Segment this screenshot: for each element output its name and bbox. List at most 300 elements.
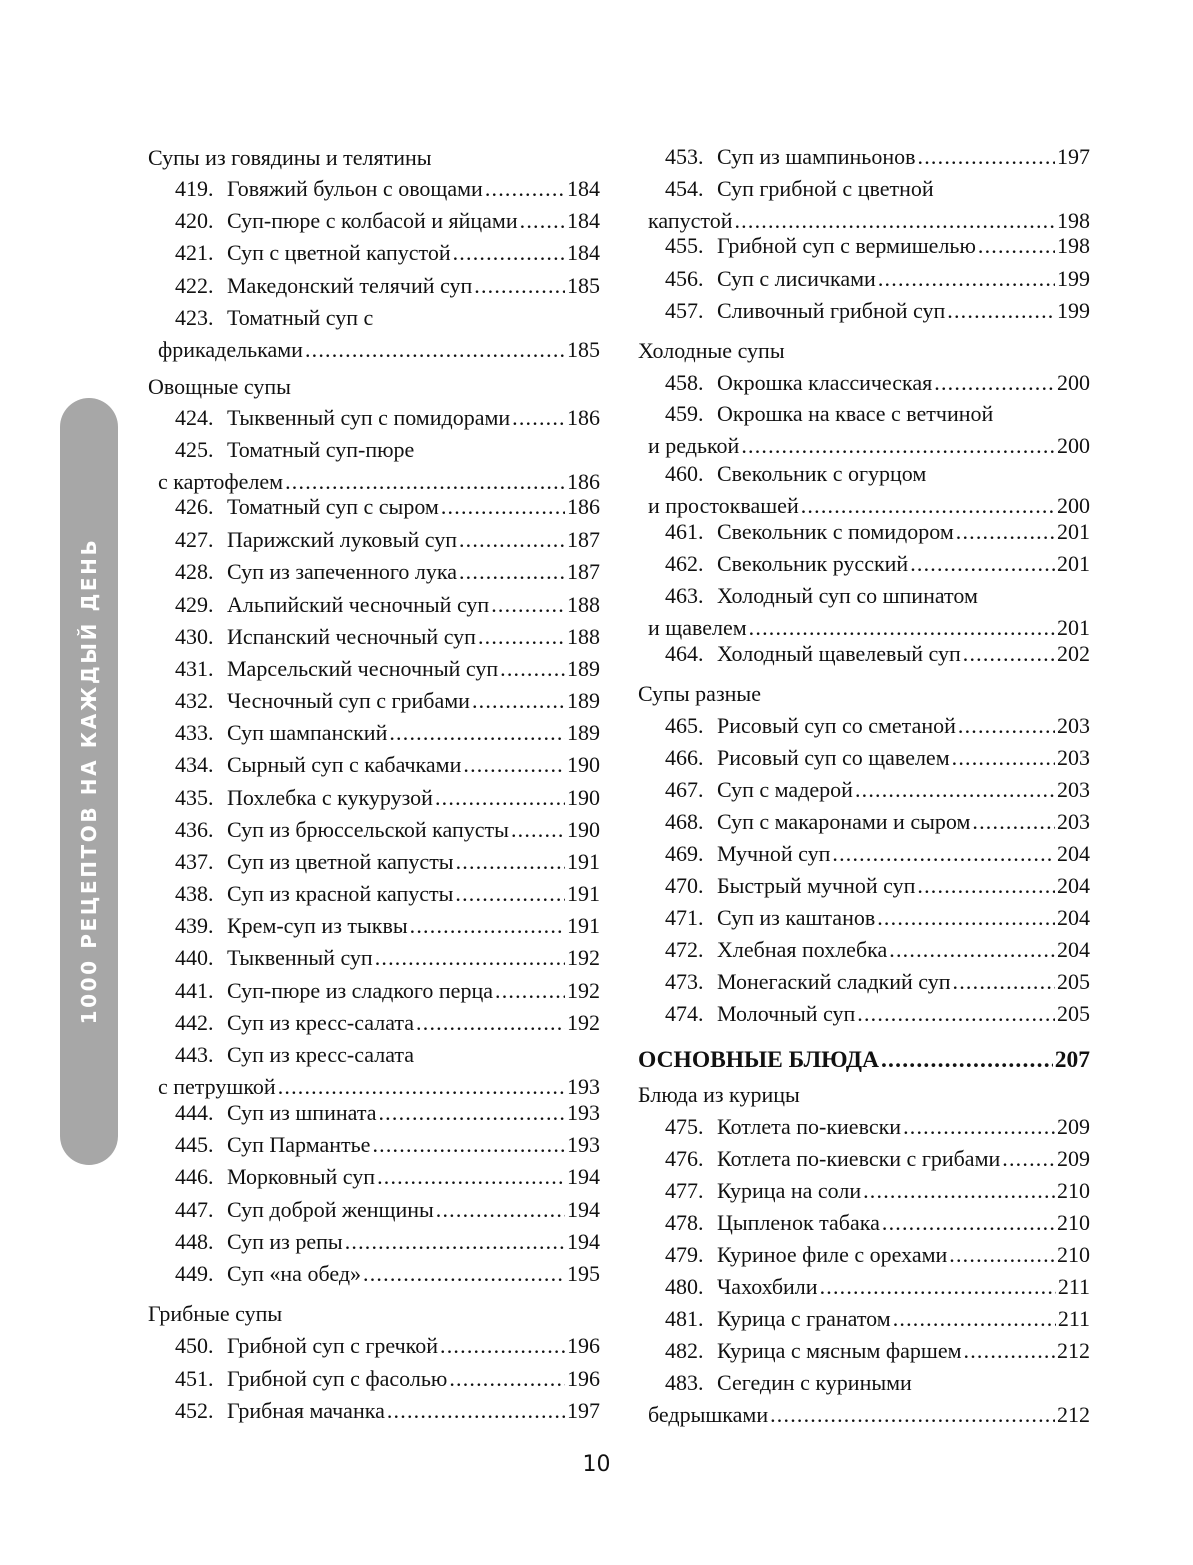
toc-entry[interactable] (638, 966, 1090, 998)
toc-entry[interactable] (148, 1395, 600, 1427)
toc-entry[interactable] (148, 1007, 600, 1039)
page-ref: 193 (567, 1100, 600, 1125)
recipe-number: 451. (175, 1366, 214, 1391)
recipe-number: 463. (665, 583, 704, 608)
toc-entry[interactable] (638, 838, 1090, 870)
toc-entry[interactable] (148, 1161, 600, 1193)
recipe-number: 440. (175, 945, 214, 970)
toc-entry[interactable] (148, 975, 600, 1007)
recipe-number: 428. (175, 559, 214, 584)
recipe-number: 444. (175, 1100, 214, 1125)
recipe-title: Окрошка классическая (717, 370, 933, 395)
toc-line (638, 902, 1090, 934)
recipe-title: Свекольник с огурцом (717, 461, 927, 486)
recipe-title: Хлебная похлебка (717, 937, 888, 962)
page-ref: 201 (1057, 615, 1090, 640)
dot-leader (978, 230, 1055, 262)
page-ref: 212 (1057, 1338, 1090, 1363)
toc-entry[interactable] (148, 402, 600, 434)
recipe-number: 420. (175, 208, 214, 233)
toc-line (148, 1007, 600, 1039)
page-ref: 194 (567, 1197, 600, 1222)
toc-line (148, 556, 600, 588)
toc-entry[interactable] (638, 998, 1090, 1030)
toc-entry[interactable] (148, 653, 600, 685)
page-ref: 207 (1054, 1047, 1090, 1073)
toc-entry[interactable] (638, 548, 1090, 580)
dot-leader (478, 621, 565, 653)
dot-leader (882, 1207, 1055, 1239)
recipe-title-continued: и щавелем (648, 615, 747, 640)
dot-leader (855, 774, 1055, 806)
page-ref: 200 (1057, 493, 1090, 518)
page-ref: 209 (1057, 1114, 1090, 1139)
toc-entry[interactable] (638, 1175, 1090, 1207)
page-ref: 185 (567, 337, 600, 362)
dot-leader (305, 334, 565, 366)
toc-entry[interactable] (638, 580, 1090, 644)
recipe-number: 464. (665, 641, 704, 666)
recipe-title: Грибной суп с фасолью (227, 1366, 448, 1391)
dot-leader (474, 270, 565, 302)
toc-line (148, 1194, 600, 1226)
dot-leader (857, 998, 1055, 1030)
toc-line (148, 621, 600, 653)
dot-leader (485, 173, 565, 205)
toc-entry[interactable] (148, 1097, 600, 1129)
toc-entry[interactable] (148, 237, 600, 269)
dot-leader (436, 1194, 565, 1226)
recipe-title: Суп доброй женщины (227, 1197, 434, 1222)
dot-leader (958, 710, 1055, 742)
toc-entry[interactable] (638, 902, 1090, 934)
recipe-title: Курица с гранатом (717, 1306, 891, 1331)
chapter-heading (638, 1044, 1090, 1076)
toc-entry[interactable] (148, 621, 600, 653)
dot-leader (455, 878, 565, 910)
recipe-number: 482. (665, 1338, 704, 1363)
recipe-number: 469. (665, 841, 704, 866)
toc-line (638, 966, 1090, 998)
toc-entry[interactable] (638, 458, 1090, 522)
recipe-title: Сырный суп с кабачками (227, 752, 462, 777)
dot-leader (372, 1129, 565, 1161)
toc-line (638, 141, 1090, 173)
toc-entry[interactable] (148, 302, 600, 366)
toc-line (148, 782, 600, 814)
recipe-title: Холодный щавелевый суп (717, 641, 961, 666)
toc-line (148, 1039, 600, 1071)
recipe-title-continued: бедрышками (648, 1402, 769, 1427)
recipe-number: 431. (175, 656, 214, 681)
page-ref: 210 (1057, 1210, 1090, 1235)
toc-entry[interactable] (638, 1335, 1090, 1367)
page-ref: 205 (1057, 969, 1090, 994)
recipe-number: 460. (665, 461, 704, 486)
recipe-title: Македонский телячий суп (227, 273, 473, 298)
dot-leader (512, 402, 565, 434)
page-ref: 203 (1057, 745, 1090, 770)
recipe-number: 434. (175, 752, 214, 777)
dot-leader (820, 1271, 1056, 1303)
recipe-title: Мучной суп (717, 841, 831, 866)
page-number: 10 (582, 1452, 611, 1477)
toc-entry[interactable] (638, 1271, 1090, 1303)
page-ref: 189 (567, 688, 600, 713)
toc-line (638, 1367, 1090, 1399)
page-ref: 198 (1057, 233, 1090, 258)
recipe-title: Крем-суп из тыквы (227, 913, 408, 938)
recipe-number: 466. (665, 745, 704, 770)
dot-leader (378, 1097, 565, 1129)
toc-line (148, 524, 600, 556)
toc-line (148, 491, 600, 523)
page-ref: 194 (567, 1164, 600, 1189)
dot-leader (389, 717, 565, 749)
toc-line (638, 638, 1090, 670)
recipe-title: Суп из запеченного лука (227, 559, 457, 584)
recipe-number: 449. (175, 1261, 214, 1286)
toc-entry[interactable] (638, 1111, 1090, 1143)
toc-entry[interactable] (148, 942, 600, 974)
toc-line (638, 263, 1090, 295)
recipe-number: 462. (665, 551, 704, 576)
recipe-title: Суп из красной капусты (227, 881, 454, 906)
toc-line (638, 398, 1090, 430)
dot-leader (363, 1258, 565, 1290)
page-ref: 193 (567, 1074, 600, 1099)
toc-entry[interactable] (148, 270, 600, 302)
toc-entry[interactable] (638, 263, 1090, 295)
recipe-title: Рисовый суп со сметаной (717, 713, 956, 738)
recipe-title: Томатный суп-пюре (227, 437, 415, 462)
toc-entry[interactable] (148, 491, 600, 523)
toc-line (638, 742, 1090, 774)
recipe-number: 443. (175, 1042, 214, 1067)
recipe-title: Суп из каштанов (717, 905, 876, 930)
side-tab-title: 1000 РЕЦЕПТОВ НА КАЖДЫЙ ДЕНЬ (77, 537, 101, 1025)
recipe-title: Тыквенный суп с помидорами (227, 405, 511, 430)
dot-leader (878, 263, 1055, 295)
page-ref: 199 (1057, 266, 1090, 291)
page-ref: 185 (567, 273, 600, 298)
toc-entry[interactable] (638, 1303, 1090, 1335)
page-ref: 184 (567, 240, 600, 265)
dot-leader (459, 524, 565, 556)
section-heading: Холодные супы (638, 338, 785, 363)
toc-entry[interactable] (638, 230, 1090, 262)
recipe-number: 427. (175, 527, 214, 552)
page-ref: 201 (1057, 519, 1090, 544)
toc-line (638, 367, 1090, 399)
toc-line-continued (638, 1399, 1090, 1431)
toc-line (148, 975, 600, 1007)
dot-leader (893, 1303, 1056, 1335)
toc-entry[interactable] (148, 685, 600, 717)
page-ref: 189 (567, 720, 600, 745)
recipe-number: 422. (175, 273, 214, 298)
recipe-number: 430. (175, 624, 214, 649)
toc-entry[interactable] (148, 782, 600, 814)
toc-entry[interactable] (638, 1367, 1090, 1431)
page-ref: 202 (1057, 641, 1090, 666)
recipe-title: Свекольник русский (717, 551, 909, 576)
recipe-number: 452. (175, 1398, 214, 1423)
page-ref: 204 (1057, 905, 1090, 930)
page-ref: 197 (1057, 144, 1090, 169)
dot-leader (495, 975, 565, 1007)
page-ref: 184 (567, 208, 600, 233)
toc-entry[interactable] (148, 749, 600, 781)
recipe-number: 461. (665, 519, 704, 544)
recipe-number: 472. (665, 937, 704, 962)
toc-entry[interactable] (638, 742, 1090, 774)
page-ref: 204 (1057, 873, 1090, 898)
toc-line (638, 458, 1090, 490)
toc-entry[interactable] (638, 367, 1090, 399)
dot-leader (918, 141, 1055, 173)
recipe-number: 433. (175, 720, 214, 745)
recipe-title: Монегаский сладкий суп (717, 969, 951, 994)
toc-entry[interactable] (148, 717, 600, 749)
toc-line (638, 1111, 1090, 1143)
recipe-title: Сливочный грибной суп (717, 298, 946, 323)
toc-entry[interactable] (638, 710, 1090, 742)
recipe-title: Тыквенный суп (227, 945, 373, 970)
toc-line (148, 1097, 600, 1129)
toc-line (148, 878, 600, 910)
toc-line (638, 934, 1090, 966)
toc-entry[interactable] (148, 524, 600, 556)
toc-entry[interactable] (638, 806, 1090, 838)
recipe-title: Котлета по-киевски с грибами (717, 1146, 1001, 1171)
toc-entry[interactable] (638, 141, 1090, 173)
dot-leader (770, 1399, 1055, 1431)
section-heading: Супы разные (638, 681, 761, 706)
dot-leader (881, 1044, 1053, 1076)
recipe-number: 447. (175, 1197, 214, 1222)
toc-entry[interactable] (148, 589, 600, 621)
recipe-number: 476. (665, 1146, 704, 1171)
toc-entry[interactable] (148, 173, 600, 205)
toc-entry[interactable] (148, 846, 600, 878)
recipe-title: Сегедин с куриными (717, 1370, 912, 1395)
recipe-title: Суп из кресс-салата (227, 1010, 415, 1035)
toc-entry[interactable] (638, 870, 1090, 902)
recipe-title: Суп из шампиньонов (717, 144, 916, 169)
recipe-title: Суп из шпината (227, 1100, 377, 1125)
recipe-title: Рисовый суп со щавелем (717, 745, 950, 770)
recipe-number: 470. (665, 873, 704, 898)
toc-entry[interactable] (638, 398, 1090, 462)
page-ref: 197 (567, 1398, 600, 1423)
dot-leader (440, 1330, 565, 1362)
toc-line (638, 998, 1090, 1030)
recipe-title-continued: с картофелем (158, 469, 284, 494)
toc-line (638, 1044, 1090, 1076)
dot-leader (947, 295, 1055, 327)
toc-line (148, 1161, 600, 1193)
section-heading: Грибные супы (148, 1301, 283, 1326)
recipe-title: Томатный суп с (227, 305, 374, 330)
recipe-number: 455. (665, 233, 704, 258)
section-heading: Блюда из курицы (638, 1082, 800, 1107)
page-ref: 199 (1057, 298, 1090, 323)
toc-line (148, 302, 600, 334)
recipe-title: Свекольник с помидором (717, 519, 954, 544)
toc-entry[interactable] (148, 205, 600, 237)
toc-entry[interactable] (148, 1330, 600, 1362)
recipe-title: Суп Пармантье (227, 1132, 371, 1157)
toc-entry[interactable] (638, 774, 1090, 806)
toc-line (148, 1395, 600, 1427)
page-ref: 203 (1057, 809, 1090, 834)
toc-entry[interactable] (638, 173, 1090, 237)
toc-line (638, 1303, 1090, 1335)
toc-entry[interactable] (148, 1363, 600, 1395)
recipe-number: 478. (665, 1210, 704, 1235)
dot-leader (377, 1161, 565, 1193)
recipe-number: 436. (175, 817, 214, 842)
toc-entry[interactable] (638, 295, 1090, 327)
page-ref: 211 (1057, 1274, 1090, 1299)
recipe-number: 459. (665, 401, 704, 426)
page-ref: 209 (1057, 1146, 1090, 1171)
page-ref: 191 (567, 881, 600, 906)
toc-entry[interactable] (638, 934, 1090, 966)
toc-entry[interactable] (638, 1239, 1090, 1271)
toc-entry[interactable] (148, 878, 600, 910)
page-ref: 190 (567, 785, 600, 810)
recipe-title: Суп с лисичками (717, 266, 876, 291)
toc-line (148, 434, 600, 466)
page-ref: 198 (1057, 208, 1090, 233)
recipe-number: 432. (175, 688, 214, 713)
toc-entry[interactable] (638, 1207, 1090, 1239)
toc-line (148, 942, 600, 974)
page-ref: 212 (1057, 1402, 1090, 1427)
recipe-number: 429. (175, 592, 214, 617)
recipe-number: 446. (175, 1164, 214, 1189)
toc-entry[interactable] (148, 814, 600, 846)
recipe-number: 475. (665, 1114, 704, 1139)
recipe-title: Суп из репы (227, 1229, 343, 1254)
recipe-number: 419. (175, 176, 214, 201)
toc-line (638, 710, 1090, 742)
page-ref: 196 (567, 1333, 600, 1358)
recipe-title: Чесночный суп с грибами (227, 688, 470, 713)
toc-line (638, 1239, 1090, 1271)
recipe-title: Парижский луковый суп (227, 527, 457, 552)
toc-entry[interactable] (638, 638, 1090, 670)
toc-line (638, 774, 1090, 806)
toc-line (638, 870, 1090, 902)
toc-entry[interactable] (148, 1039, 600, 1103)
page-ref: 200 (1057, 370, 1090, 395)
page-ref: 192 (567, 1010, 600, 1035)
recipe-number: 454. (665, 176, 704, 201)
page-ref: 186 (567, 469, 600, 494)
recipe-number: 480. (665, 1274, 704, 1299)
toc-entry[interactable] (148, 1129, 600, 1161)
page-ref: 210 (1057, 1242, 1090, 1267)
toc-line (148, 1226, 600, 1258)
recipe-title: Окрошка на квасе с ветчиной (717, 401, 994, 426)
dot-leader (1002, 1143, 1055, 1175)
toc-entry[interactable] (638, 1143, 1090, 1175)
toc-entry[interactable] (148, 434, 600, 498)
page-ref: 188 (567, 592, 600, 617)
dot-leader (449, 1363, 565, 1395)
page-ref: 191 (567, 849, 600, 874)
page-ref: 190 (567, 817, 600, 842)
toc-line (148, 205, 600, 237)
toc-line (148, 685, 600, 717)
page-ref: 190 (567, 752, 600, 777)
toc-entry[interactable] (148, 556, 600, 588)
toc-entry[interactable] (148, 1194, 600, 1226)
toc-entry[interactable] (148, 1258, 600, 1290)
recipe-title-continued: и простоквашей (648, 493, 799, 518)
recipe-title: Чахохбили (717, 1274, 818, 1299)
recipe-title: Суп с цветной капустой (227, 240, 451, 265)
toc-line (638, 1143, 1090, 1175)
dot-leader (889, 934, 1055, 966)
recipe-title-continued: и редькой (648, 433, 740, 458)
dot-leader (949, 1239, 1055, 1271)
section-heading: Супы из говядины и телятины (148, 145, 432, 170)
page-ref: 195 (567, 1261, 600, 1286)
page-ref: 187 (567, 527, 600, 552)
dot-leader (453, 237, 565, 269)
page-ref: 211 (1057, 1306, 1090, 1331)
dot-leader (832, 838, 1055, 870)
toc-line (148, 846, 600, 878)
recipe-title: Курица на соли (717, 1178, 862, 1203)
recipe-number: 483. (665, 1370, 704, 1395)
toc-entry[interactable] (148, 1226, 600, 1258)
recipe-number: 467. (665, 777, 704, 802)
dot-leader (863, 1175, 1055, 1207)
toc-line (638, 173, 1090, 205)
recipe-title: Грибная мачанка (227, 1398, 385, 1423)
recipe-number: 424. (175, 405, 214, 430)
page-ref: 203 (1057, 777, 1090, 802)
page-ref: 203 (1057, 713, 1090, 738)
toc-line (148, 1129, 600, 1161)
recipe-title: Говяжий бульон с овощами (227, 176, 483, 201)
recipe-number: 479. (665, 1242, 704, 1267)
recipe-number: 458. (665, 370, 704, 395)
recipe-title: Холодный суп со шпинатом (717, 583, 978, 608)
recipe-number: 448. (175, 1229, 214, 1254)
recipe-number: 439. (175, 913, 214, 938)
dot-leader (520, 205, 565, 237)
recipe-title: Морковный суп (227, 1164, 376, 1189)
dot-leader (910, 548, 1055, 580)
page-ref: 187 (567, 559, 600, 584)
recipe-title: Цыпленок табака (717, 1210, 880, 1235)
page-ref: 201 (1057, 551, 1090, 576)
toc-entry[interactable] (638, 516, 1090, 548)
dot-leader (459, 556, 565, 588)
recipe-title: Быстрый мучной суп (717, 873, 916, 898)
page-ref: 192 (567, 945, 600, 970)
recipe-title: Марсельский чесночный суп (227, 656, 499, 681)
recipe-title: Молочный суп (717, 1001, 856, 1026)
toc-line-continued (148, 334, 600, 366)
toc-entry[interactable] (148, 910, 600, 942)
